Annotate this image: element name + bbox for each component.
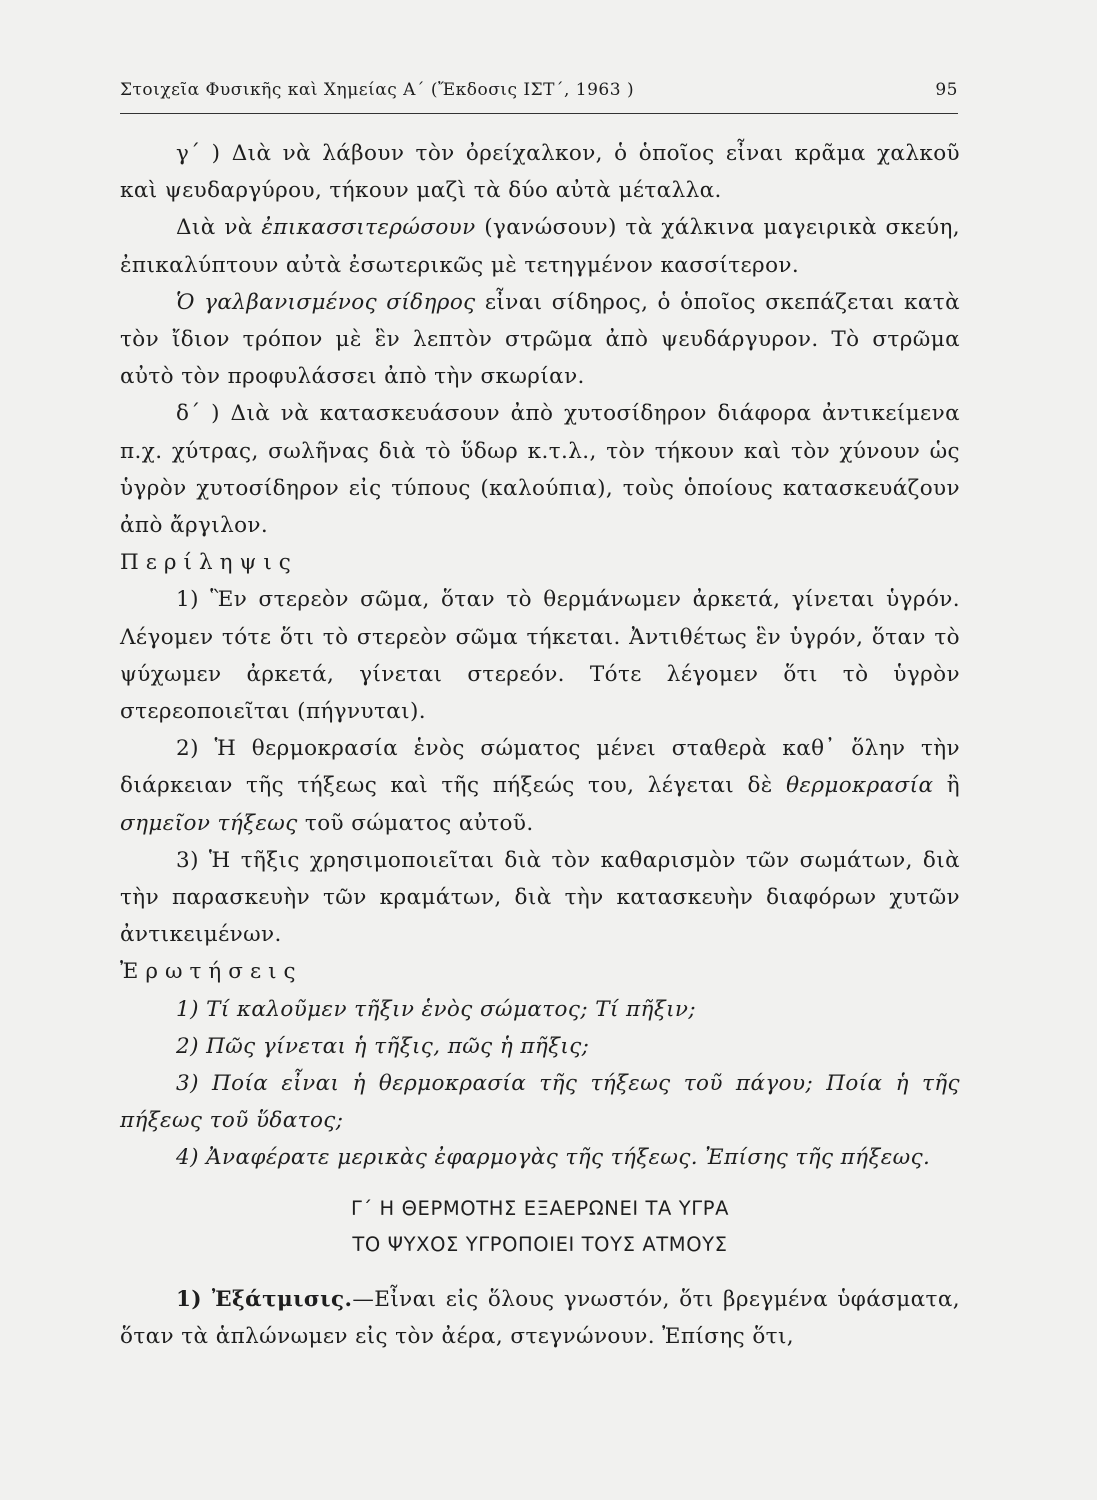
summary-item-2 bbox=[120, 730, 960, 842]
galvanized-post: εἶναι σίδηρος, ὁ ὁποῖος σκεπάζεται κατὰ τὸν ἴδιον τρόπον μὲ ἓν λεπτὸν στρῶμα ἀπὸ ψευδάργυρον. Τὸ στρῶμα αὐτὸ τὸν προφυλάσσει ἀπὸ τὴν σκωρίαν. bbox=[120, 289, 960, 390]
page-number: 95 bbox=[935, 80, 958, 100]
question-3: 3) Ποία εἶναι ἡ θερμοκρασία τῆς τήξεως τοῦ πάγου; Ποία ἡ τῆς πήξεως τοῦ ὕδατος; bbox=[120, 1071, 960, 1134]
summary-title: Περίληψις bbox=[120, 550, 298, 576]
summary-item-1: 1) Ἓν στερεὸν σῶμα, ὅταν τὸ θερμάνωμεν ἀρκετά, γίνεται ὑγρόν. Λέγομεν τότε ὅτι τὸ στερεὸν σῶμα τήκεται. Ἀντιθέτως ἓν ὑγρόν, ὅταν τὸ ψύχωμεν ἀρκετά, γίνεται στερεόν. Τότε λέγομεν ὅτι τὸ ὑγρὸν στερεοποιεῖται (πήγνυται). bbox=[120, 587, 960, 725]
paragraph-evaporation bbox=[120, 1281, 960, 1355]
paragraph-gamma bbox=[120, 135, 960, 209]
tinning-post: (γανώσουν) τὰ χάλκινα μαγειρικὰ σκεύη, ἐπικαλύπτουν αὐτὰ ἐσωτερικῶς μὲ τετηγμένον κασσίτερον. bbox=[120, 215, 960, 278]
term-tinning: ἐπικασσιτερώσουν bbox=[261, 215, 476, 241]
evaporation-heading: 1) Ἐξάτμισις. bbox=[176, 1286, 353, 1312]
questions-title: Ἐρωτήσεις bbox=[120, 959, 303, 985]
summary-2-mid: ἢ bbox=[933, 773, 961, 799]
paragraph-gamma-text: Διὰ νὰ λάβουν τὸν ὀρείχαλκον, ὁ ὁποῖος εἶναι κρᾶμα χαλκοῦ καὶ ψευδαργύρου, τήκουν μαζὶ τὰ δύο αὐτὰ μέταλλα. bbox=[120, 141, 961, 204]
paragraph-delta-text: Διὰ νὰ κατασκευάσουν ἀπὸ χυτοσίδηρον διάφορα ἀντικείμενα π.χ. χύτρας, σωλῆνας διὰ τὸ ὕδωρ κ.τ.λ., τὸν τήκουν καὶ τὸν χύνουν ὡς ὑγρὸν χυτοσίδηρον εἰς τύπους (καλούπια), τοὺς ὁποίους κατασκευάζουν ἀπὸ ἄργιλον. bbox=[120, 401, 960, 539]
paragraph-tinning bbox=[120, 209, 960, 283]
summary-2-pre: 2) Ἡ θερμοκρασία ἑνὸς σώματος μένει σταθερὰ καθ᾽ ὅλην τὴν διάρκειαν τῆς τήξεως καὶ τῆς πήξεώς του, λέγεται δὲ bbox=[120, 736, 960, 799]
paragraph-galvanized bbox=[120, 284, 960, 396]
running-title: Στοιχεῖα Φυσικῆς καὶ Χημείας Α΄ (Ἔκδοσις ΙΣΤ΄, 1963 ) bbox=[120, 80, 635, 100]
paragraph-delta bbox=[120, 395, 960, 544]
evaporation-text: —Εἶναι εἰς ὅλους γνωστόν, ὅτι βρεγμένα ὑφάσματα, ὅταν τὰ ἁπλώνωμεν εἰς τὸν ἀέρα, στεγνώνουν. Ἐπίσης ὅτι, bbox=[120, 1286, 960, 1349]
question-1: 1) Τί καλοῦμεν τῆξιν ἑνὸς σώματος; Τί πῆξιν; bbox=[176, 996, 697, 1022]
question-2: 2) Πῶς γίνεται ἡ τῆξις, πῶς ἡ πῆξις; bbox=[176, 1033, 590, 1059]
chapter-heading bbox=[120, 1191, 960, 1263]
term-melting-temperature: θερμοκρασία bbox=[786, 773, 934, 799]
item-label-gamma: γ΄ ) bbox=[176, 141, 232, 166]
tinning-pre: Διὰ νὰ bbox=[176, 215, 262, 241]
question-4: 4) Ἀναφέρατε μερικὰς ἐφαρμογὰς τῆς τήξεως. Ἐπίσης τῆς πήξεως. bbox=[176, 1145, 931, 1171]
summary-2-post: τοῦ σώματος αὐτοῦ. bbox=[297, 810, 534, 836]
header-rule bbox=[120, 113, 958, 114]
chapter-heading-line-2: ΤΟ ΨΥΧΟΣ ΥΓΡΟΠΟΙΕΙ ΤΟΥΣ ΑΤΜΟΥΣ bbox=[352, 1232, 728, 1256]
item-label-delta: δ΄ ) bbox=[176, 401, 231, 427]
summary-item-3: 3) Ἡ τῆξις χρησιμοποιεῖται διὰ τὸν καθαρισμὸν τῶν σωμάτων, διὰ τὴν παρασκευὴν τῶν κραμάτων, διὰ τὴν κατασκευὴν διαφόρων χυτῶν ἀντικειμένων. bbox=[120, 847, 960, 948]
term-galvanized-iron: Ὁ γαλβανισμένος σίδηρος bbox=[176, 289, 476, 315]
page-body bbox=[120, 135, 960, 1355]
chapter-heading-line-1: Γ΄ Η ΘΕΡΜΟΤΗΣ ΕΞΑΕΡΩΝΕΙ ΤΑ ΥΓΡΑ bbox=[350, 1196, 730, 1220]
term-melting-point: σημεῖον τήξεως bbox=[120, 810, 298, 836]
